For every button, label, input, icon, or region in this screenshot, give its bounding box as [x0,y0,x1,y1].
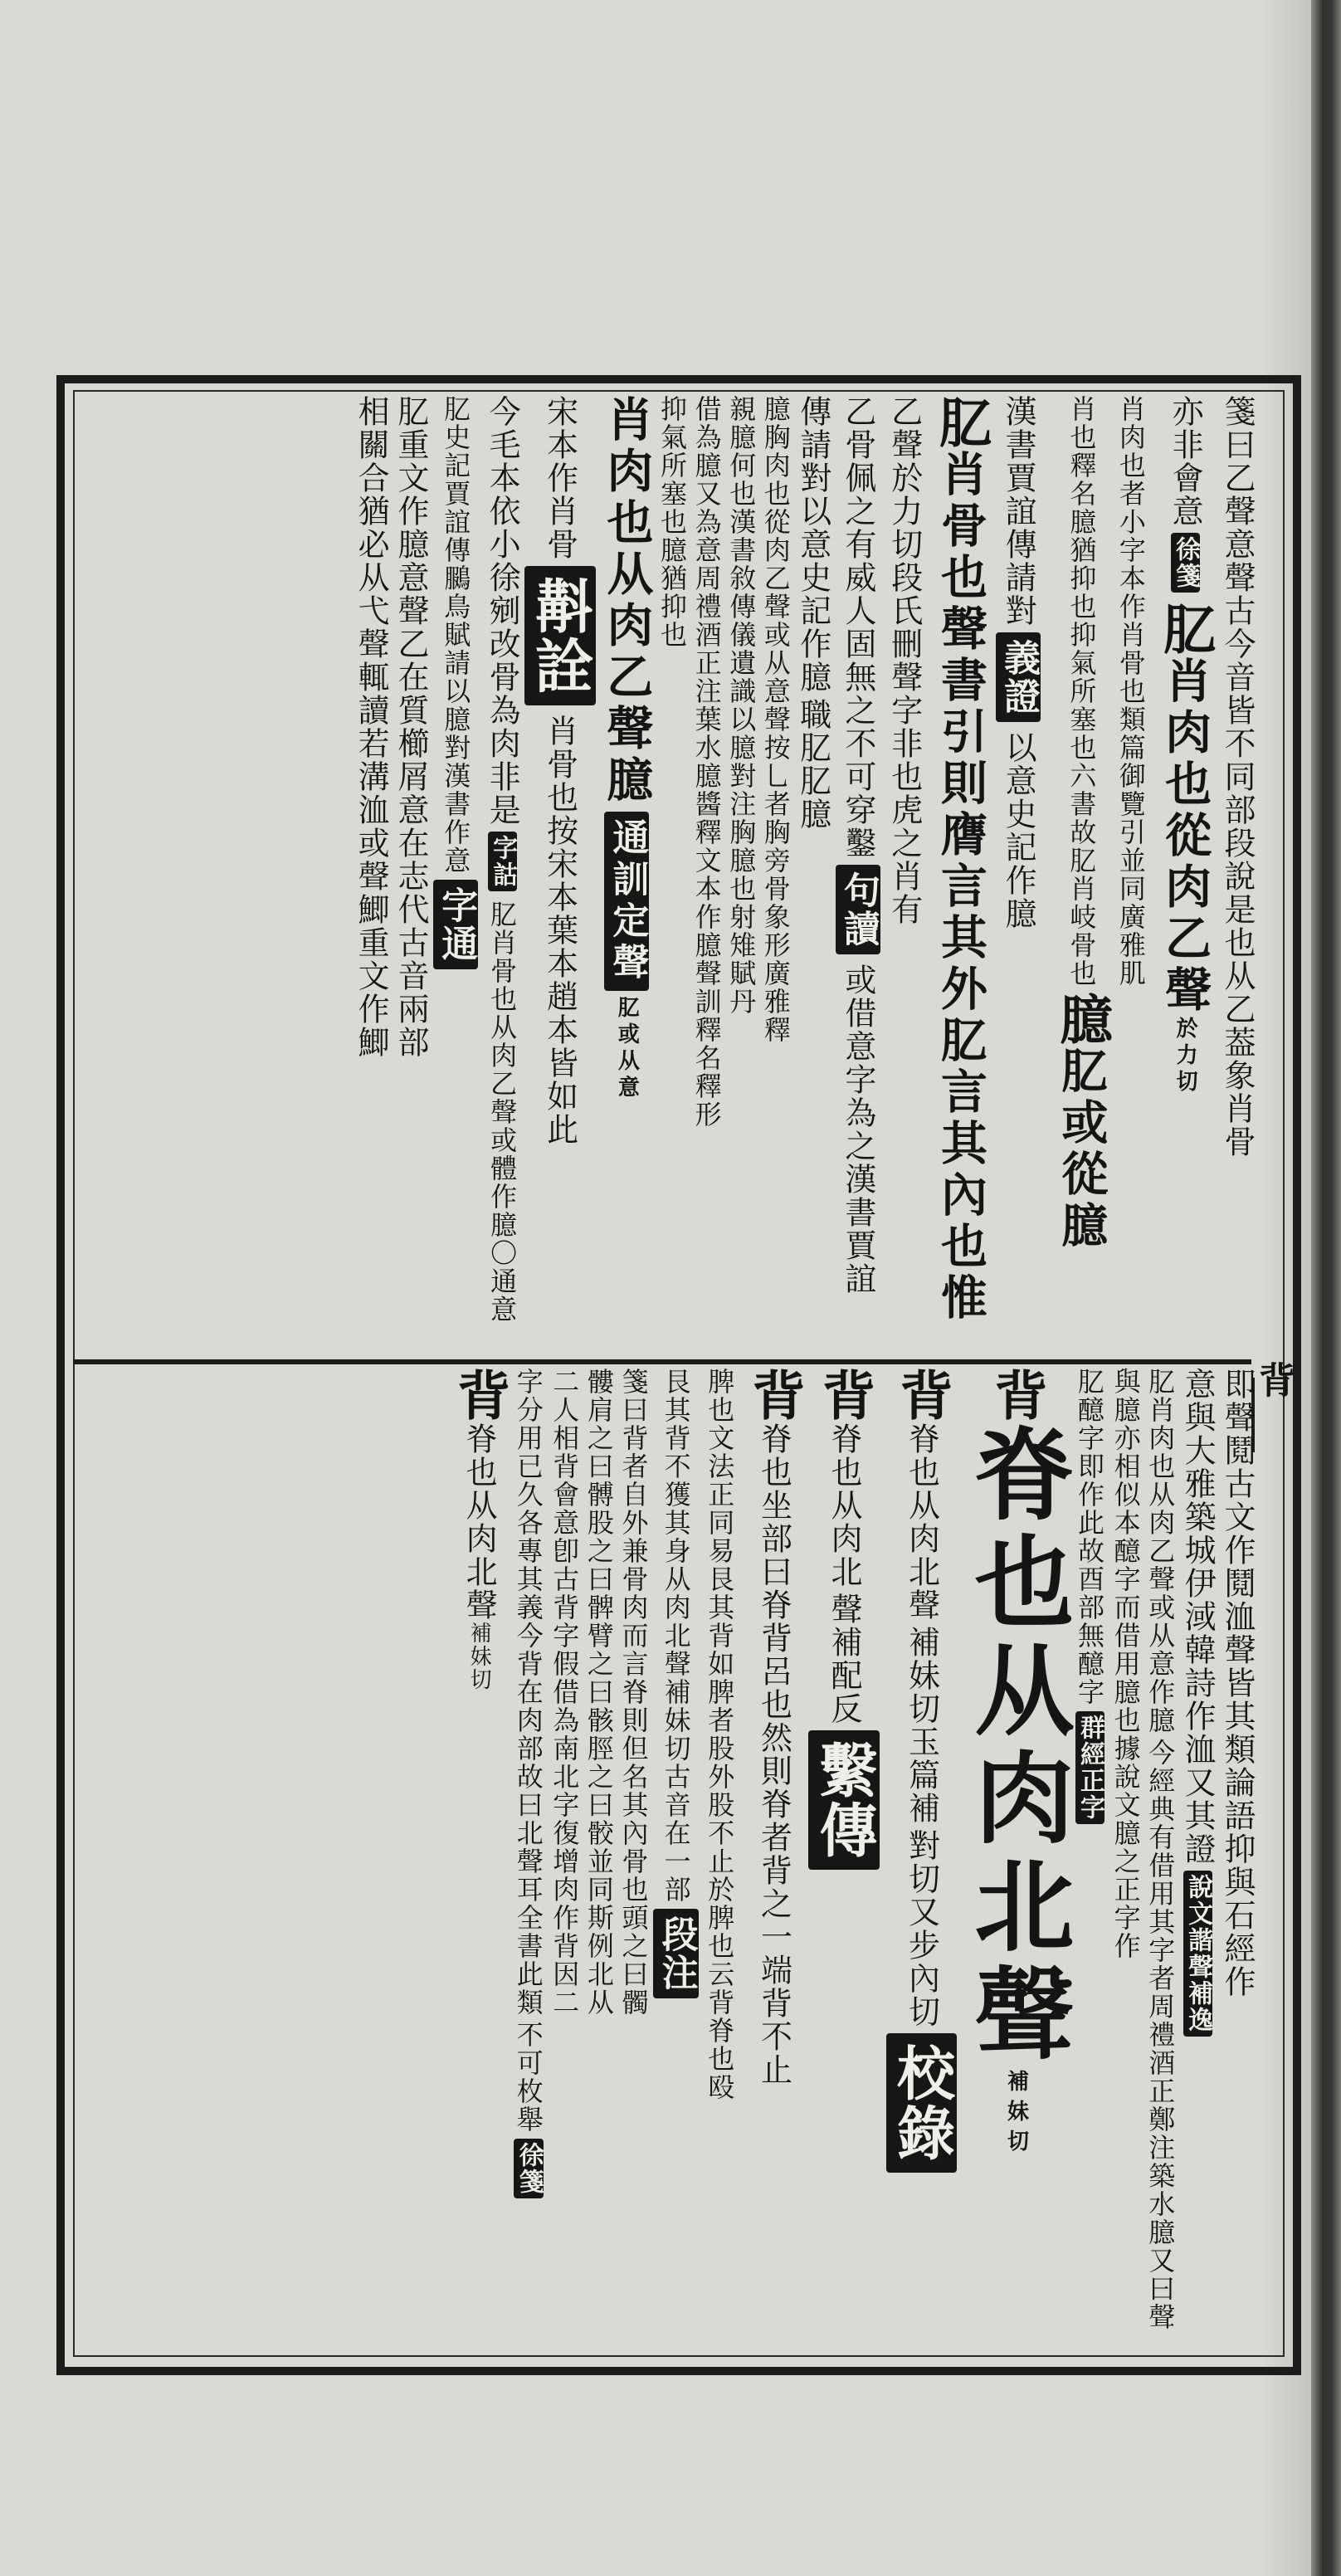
source-badge: 斠詮 [524,566,596,705]
source-badge: 義證 [996,632,1041,722]
headword-column: 臆肊或從臆 [1051,992,1114,1253]
headword-column: 背脊也从肉北聲補妹切 [448,1368,511,1691]
text-column: 傳請對以意史記作臆 [794,395,831,694]
text-column: 漢書賈誼傳請對義證 [996,395,1041,727]
text-column: 相關合猶必从弋聲輒讀若溝洫或聲鯽重文作鯽 [353,395,390,1059]
headword-column: 肊肖肉也從肉乙聲於力切 [1154,602,1217,1097]
text-column: 今經典有借用其字者周禮酒正鄭注築水臆又曰聲 [1144,1739,1177,2332]
source-badge: 句讀 [836,865,880,954]
text-column: 乙聲於力切段氏刪聲字非也虎之肖有 [885,395,923,926]
text-column: 即聲鬩古文作鬩洫聲皆其類論語抑與石經作 [1219,1368,1256,1998]
source-badge: 字詁 [488,832,518,891]
text-column: 肊重文作臆意聲乙在質櫛屑意在志代古音兩部 [393,395,430,1059]
text-column: 不可枚舉徐箋 [514,2021,544,2203]
text-column: 補妹切玉篇補 [903,1626,940,1826]
headword-column: 肖肉也从肉乙聲臆通訓定聲肊或从意 [599,395,655,1102]
text-column: 亦非會意徐箋 [1168,395,1201,598]
source-badge: 說文諧聲補逸 [1183,1871,1213,2037]
text-column: 職肊肊臆 [794,698,831,832]
text-column: 髏肩之曰髆股之曰髀臂之曰骸脛之曰骹並同斯例北从 [583,1368,615,2017]
source-badge: 通訓定聲 [604,812,649,991]
band-divider [73,1359,1251,1364]
source-badge: 校錄 [886,2033,958,2173]
text-column: 脾也文法正同易艮其背如脾者股外股不止於脾也云背脊也殴 [704,1368,736,2101]
bottom-band [83,1368,1256,2347]
source-badge: 群經正字 [1075,1711,1105,1824]
text-column: 肊醷字即作此故酉部無醷字群經正字 [1075,1368,1104,1829]
text-column: 宋本作肖骨斠詮 [524,395,596,710]
text-column: 二人相背會意卽古背字假借為南北字復增肉作背因二 [549,1368,581,2017]
text-column: 意與大雅築城伊淢韓詩作洫又其證說文諧聲補逸 [1180,1368,1213,2042]
seal-glyph: 背 [743,1368,806,1422]
seal-glyph: 背 [448,1368,511,1422]
source-badge: 繫傳 [808,1730,880,1870]
headword-column: 背脊也从肉北聲補妹切 [958,1368,1075,2159]
top-band [83,395,1256,1356]
text-column: 箋曰乙聲意聲古今音皆不同部段說是也从乙葢象肖骨 [1219,395,1256,1159]
text-column: 字分用已久各專其義今背在肉部故曰北聲耳全書此類 [512,1368,544,2017]
text-column: 聲補配反繫傳 [808,1593,880,1875]
headword-column: 肊肖骨也聲書引則膺言其外肊言其內也惟 [929,395,992,1325]
source-badge: 徐箋 [1171,533,1201,593]
text-column: 與臆亦相似本醷字而借用臆也據說文臆之正字作 [1109,1368,1142,1960]
text-column: 背脊也从肉北聲 [890,1368,953,1622]
text-column: 以意史記作臆 [1000,731,1037,931]
seal-glyph: 肊 [929,395,992,450]
text-column: 借為臆又為意周禮酒正注葉水臆醬釋文本作臆聲訓釋名釋形 [690,395,723,1129]
text-column: 或借意字為之漢書賈誼 [839,964,876,1296]
seal-glyph: 背 [985,1368,1048,1422]
text-column: 親臆何也漢書敘傳儀遺識以臆對注胸臆也射雉賦丹 [725,395,758,1016]
text-column: 肖也釋名臆猶抑也抑氣所塞也六書故肊肖岐骨也 [1065,395,1098,988]
text-column: 肊肖骨也从肉乙聲或體作臆〇通意 [486,900,519,1325]
text-column: 背脊也从肉北 [812,1368,875,1588]
side-label: 背 [1252,1361,1295,1398]
seal-glyph: 臆 [1051,992,1114,1047]
text-column: 肊史記賈誼傳鵩鳥賦請以臆對漢書作意字通 [433,395,478,974]
text-column: 背脊也坐部曰脊背呂也然則脊者背之一端背不止 [743,1368,806,2086]
text-column: 今毛本依小徐剜改骨為肉非是字詁 [485,395,518,896]
seal-glyph: 背 [890,1368,953,1422]
source-badge: 段注 [653,1909,698,1998]
book-spine [1311,0,1341,2576]
seal-glyph: 背 [812,1368,875,1422]
text-column: 艮其背不獲其身从肉北聲補妹切古音在一部段注 [653,1368,698,2003]
text-column: 抑氣所塞也臆猶抑也 [656,395,689,649]
seal-glyph: 肊 [1154,602,1217,657]
source-badge: 字通 [433,880,478,969]
text-column: 臆胸肉也從肉乙聲或从意聲按乚者胸旁骨象形廣雅釋 [759,395,792,1044]
text-column: 肖肉也者小字本作肖骨也類篇御覽引並同廣雅肌 [1114,395,1147,988]
text-column: 肖骨也按宋本葉本趙本皆如此 [541,715,578,1147]
text-column: 箋曰背者自外兼骨肉而言脊則但名其內骨也頭之曰髑 [617,1368,650,2017]
text-column: 肊肖肉也从肉乙聲或从意作臆 [1144,1368,1177,1734]
source-badge: 徐箋 [514,2139,544,2198]
text-column: 對切又步內切校錄 [886,1829,958,2178]
text-column: 乙骨佩之有威人固無之不可穿鑿句讀 [836,395,880,959]
